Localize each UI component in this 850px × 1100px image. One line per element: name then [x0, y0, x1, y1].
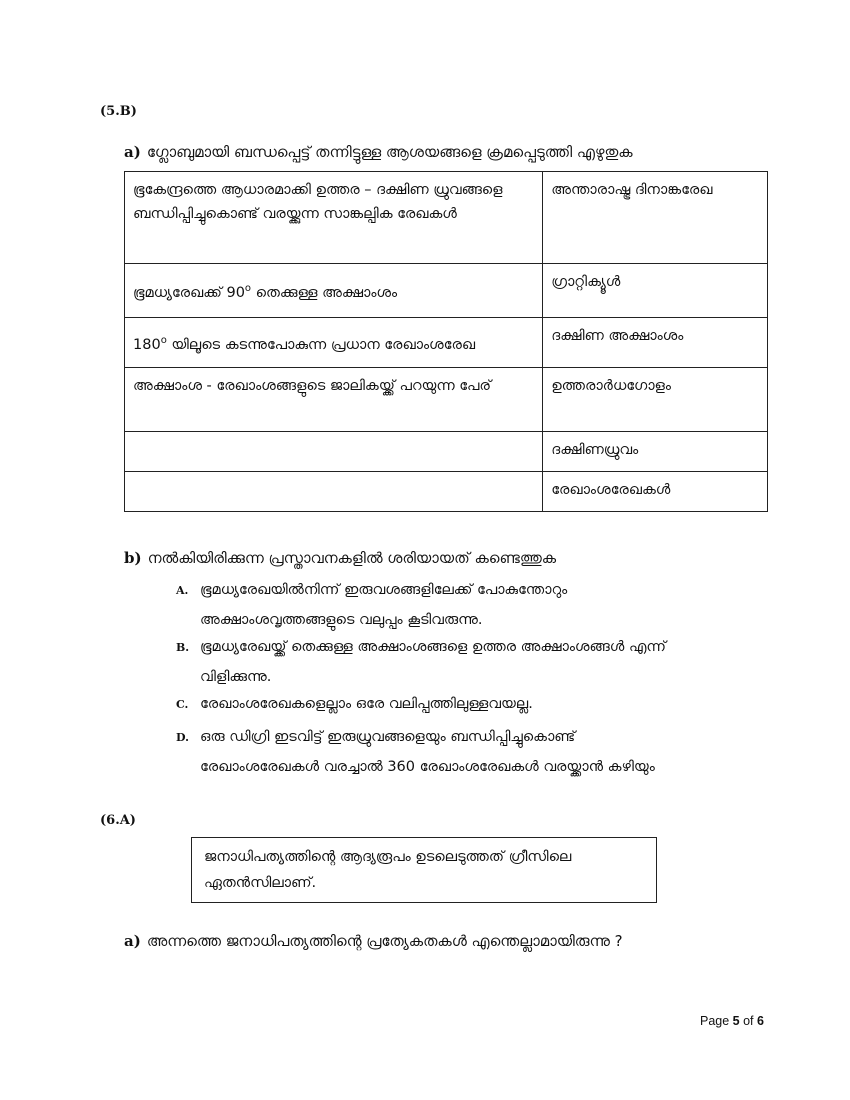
- cell-text: യിലൂടെ കടന്നുപോകുന്ന പ്രധാന രേഖാംശരേഖ: [166, 336, 476, 353]
- table-cell-right: രേഖാംശരേഖകൾ: [543, 472, 768, 512]
- cell-text: ഭൂമധ്യരേഖക്ക് 90: [133, 284, 245, 301]
- page-total: 6: [757, 1014, 764, 1028]
- table-cell-right: ഗ്രാറ്റിക്യൂൾ: [543, 264, 768, 318]
- option-a: [200, 575, 770, 635]
- table-cell-right: ദക്ഷിണ അക്ഷാംശം: [543, 318, 768, 368]
- question-letter: a): [124, 143, 141, 161]
- option-d: [200, 722, 770, 782]
- degree-symbol: o: [244, 283, 252, 295]
- option-letter-d: D.: [176, 731, 189, 744]
- page-number: [700, 1014, 764, 1028]
- table-row: [125, 368, 768, 432]
- question-text: അന്നത്തെ ജനാധിപത്യത്തിന്റെ പ്രത്യേകതകൾ എന്തെല്ലാമായിരുന്നു ?: [146, 932, 623, 950]
- option-line: ഭൂമധ്യരേഖയിൽനിന്ന് ഇരുവശങ്ങളിലേക്ക് പോകുന്തോറും: [200, 582, 568, 598]
- question-letter: a): [124, 932, 141, 950]
- table-cell-left: [125, 264, 543, 318]
- option-line: ഒരു ഡിഗ്രി ഇടവിട്ട് ഇരുധ്രുവങ്ങളെയും ബന്ധിപ്പിച്ചുകൊണ്ട്: [200, 729, 576, 745]
- option-line: വിളിക്കുന്നു.: [200, 669, 272, 685]
- table-row: [125, 472, 768, 512]
- cell-text: തെക്കുള്ള അക്ഷാംശം: [251, 284, 398, 301]
- page-mid: of: [739, 1014, 757, 1028]
- option-letter-c: C.: [176, 698, 189, 711]
- table-row: [125, 264, 768, 318]
- table-cell-left: അക്ഷാംശ - രേഖാംശങ്ങളുടെ ജാലികയ്ക്ക് പറയുന്ന പേര്: [125, 368, 543, 432]
- question-text: ഗ്ലോബുമായി ബന്ധപ്പെട്ട് തന്നിട്ടുള്ള ആശയങ്ങളെ ക്രമപ്പെടുത്തി എഴുതുക: [146, 143, 633, 161]
- question-letter: b): [124, 549, 142, 567]
- option-line: അക്ഷാംശവൃത്തങ്ങളുടെ വലുപ്പം കൂടിവരുന്നു.: [200, 612, 483, 628]
- table-cell-left: [125, 472, 543, 512]
- info-box-line: ഏതൻസിലാണ്.: [204, 875, 317, 891]
- table-cell-left: ഭൂകേന്ദ്രത്തെ ആധാരമാക്കി ഉത്തര – ദക്ഷിണ ധ്രുവങ്ങളെ ബന്ധിപ്പിച്ചുകൊണ്ട് വരയ്ക്കുന്ന സാങ്കല്പിക രേഖകൾ: [125, 172, 543, 264]
- table-cell-right: ഉത്തരാർധഗോളം: [543, 368, 768, 432]
- page-prefix: Page: [700, 1014, 733, 1028]
- table-cell-left: [125, 432, 543, 472]
- table-row: [125, 318, 768, 368]
- table-cell-right: അന്താരാഷ്ട്ര ദിനാങ്കരേഖ: [543, 172, 768, 264]
- option-c: [200, 689, 770, 719]
- cell-text: 180: [133, 336, 161, 353]
- table-row: [125, 432, 768, 472]
- option-b: [200, 632, 770, 692]
- degree-symbol: o: [160, 335, 167, 347]
- page-current: 5: [732, 1014, 740, 1028]
- table-cell-right: ദക്ഷിണധ്രുവം: [543, 432, 768, 472]
- question-5b-a: [124, 143, 633, 161]
- question-5b-b: [124, 549, 556, 567]
- section-label-5b: (5.B): [100, 104, 137, 119]
- option-letter-a: A.: [176, 584, 189, 597]
- option-letter-b: B.: [176, 641, 190, 654]
- info-box-line: ജനാധിപത്യത്തിന്റെ ആദ്യരൂപം ഉടലെടുത്തത് ഗ്രീസിലെ: [204, 849, 572, 865]
- option-line: രേഖാംശരേഖകൾ വരച്ചാൽ 360 രേഖാംശരേഖകൾ വരയ്ക്കാൻ കഴിയും: [200, 759, 655, 775]
- option-line: രേഖാംശരേഖകളെല്ലാം ഒരേ വലിപ്പത്തിലുള്ളവയല്ല.: [200, 696, 533, 712]
- option-line: ഭൂമധ്യരേഖയ്ക്ക് തെക്കുള്ള അക്ഷാംശങ്ങളെ ഉത്തര അക്ഷാംശങ്ങൾ എന്ന്: [200, 639, 666, 655]
- question-text: നൽകിയിരിക്കുന്ന പ്രസ്താവനകളിൽ ശരിയായത് കണ്ടെത്തുക: [147, 549, 557, 567]
- matching-table: [124, 171, 768, 512]
- table-cell-left: [125, 318, 543, 368]
- question-6a-a: [124, 932, 623, 950]
- table-row: [125, 172, 768, 264]
- info-box: [191, 837, 657, 903]
- section-label-6a: (6.A): [100, 813, 136, 828]
